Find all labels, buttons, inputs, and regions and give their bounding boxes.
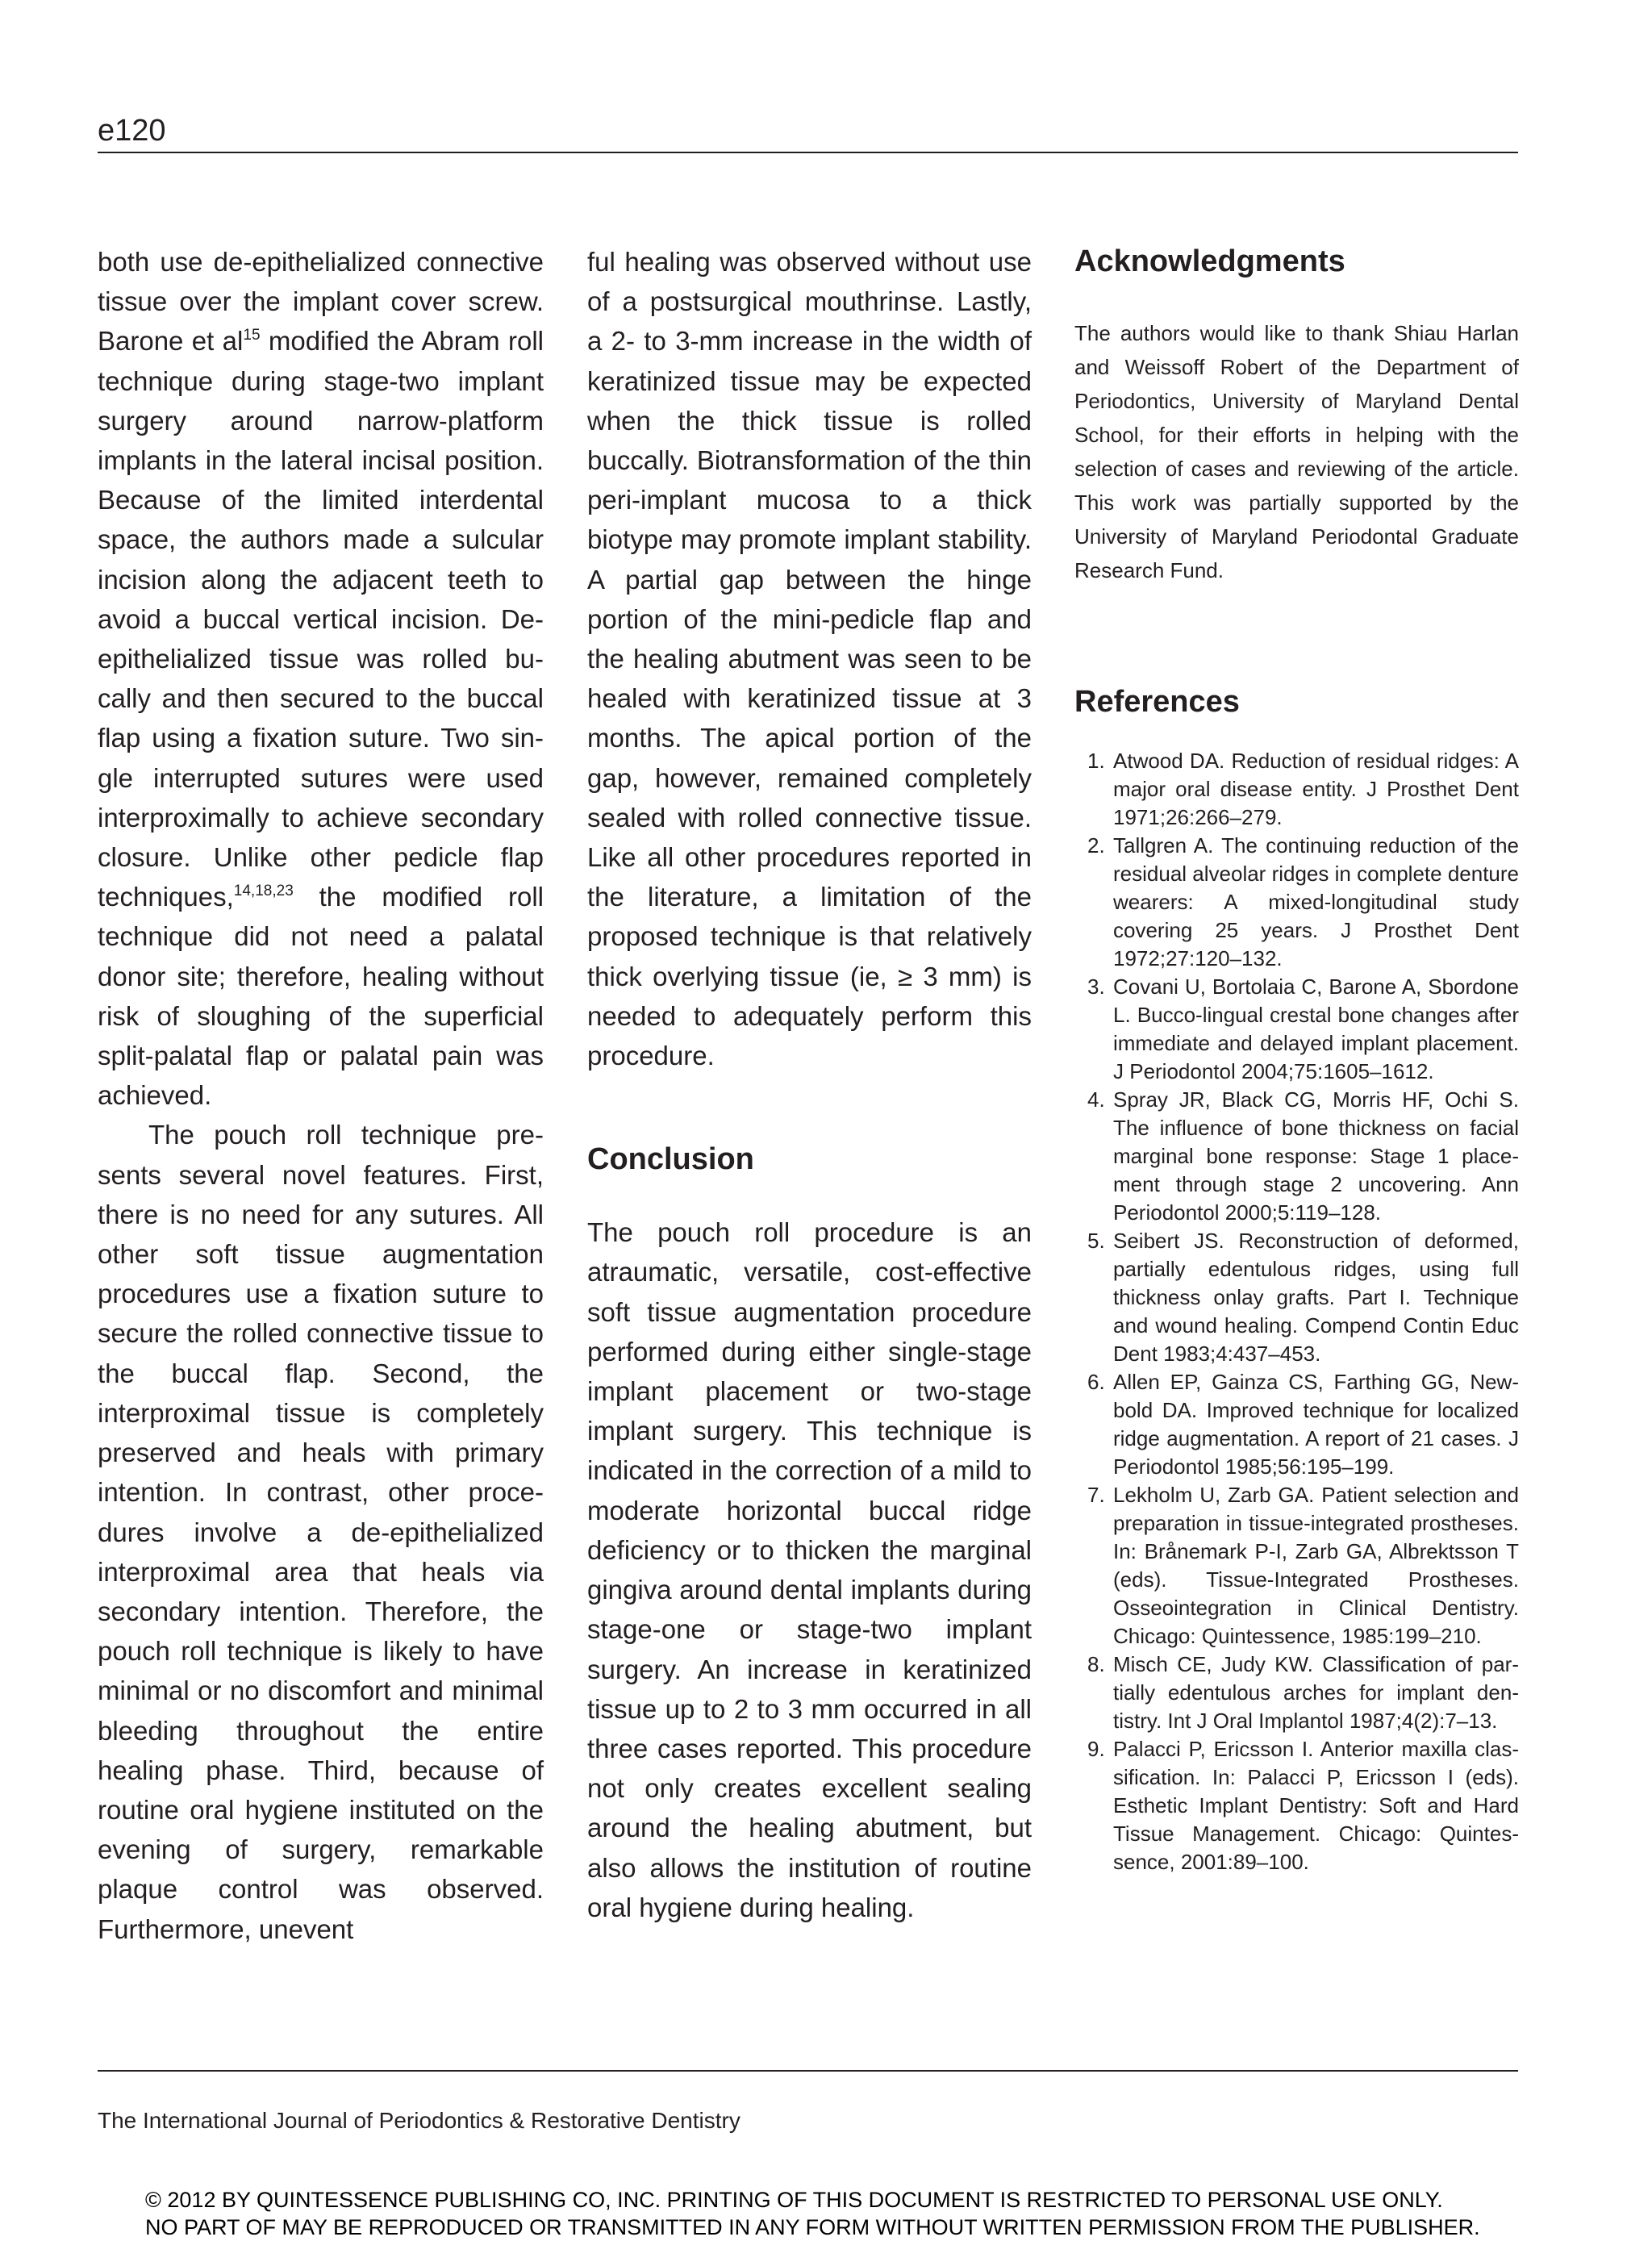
reference-number: 1.: [1087, 749, 1105, 773]
reference-item: [1074, 747, 1519, 832]
reference-item: [1074, 832, 1519, 973]
reference-text: Covani U, Bortolaia C, Barone A, Sbordone L. Bucco-lingual crestal bone changes after immediate and delayed implant placement. J Periodontol 2004;75:1605–1612.: [1113, 974, 1519, 1083]
reference-text: Spray JR, Black CG, Morris HF, Ochi S. The influence of bone thickness on facial marginal bone response: Stage 1 placement through stage 2 uncovering. Ann Periodontol 2000;5:119–128.: [1113, 1087, 1519, 1225]
text-run: both use de-epithelialized connective tissue over the implant cover screw. Barone et al: [98, 247, 544, 357]
reference-item: [1074, 973, 1519, 1086]
citation-superscript: 15: [243, 327, 261, 344]
references-list: [1074, 747, 1519, 1876]
reference-text: Tallgren A. The continuing reduction of the residual alveolar ridges in complete denture wearers: A mixed-longitudinal study covering 25 years. J Prosthet Dent 1972;27:120–132.: [1113, 833, 1519, 970]
text-run: the modified roll technique did not need a palatal donor site; therefore, healing without risk of sloughing of the superficial split-palatal flap or palatal pain was achieved.: [98, 882, 544, 1111]
reference-number: 6.: [1087, 1370, 1105, 1394]
copyright-line: © 2012 BY QUINTESSENCE PUBLISHING CO, INC. PRINTING OF THIS DOCUMENT IS RESTRICTED TO PERSONAL USE ONLY.: [145, 2188, 1443, 2212]
references-heading: References: [1074, 685, 1240, 719]
reference-item: [1074, 1735, 1519, 1876]
conclusion-paragraph: The pouch roll procedure is an atraumatic, versatile, cost-effective soft tissue augmentation procedure performed during either single-stage implant placement or two-stage implant surgery. This technique is indicated in the correction of a mild to moderate horizontal buccal ridge deficiency or to thicken the marginal gingiva around dental implants during stage-one or stage-two implant surgery. An increase in keratinized tissue up to 2 to 3 mm occurred in all three cases reported. This procedure not only creates excellent sealing around the healing abutment, but also allows the institution of routine oral hygiene during healing.: [587, 1217, 1032, 1922]
reference-text: Palacci P, Ericsson I. Anterior maxilla classification. In: Palacci P, Ericsson I (eds). Esthetic Implant Dentistry: Soft and Hard Tissue Management. Chicago: Quintessence, 2001:89–100.: [1113, 1737, 1519, 1874]
body-paragraph: [98, 242, 544, 1115]
reference-number: 9.: [1087, 1737, 1105, 1761]
conclusion-heading: Conclusion: [587, 1142, 754, 1177]
reference-text: Atwood DA. Reduction of residual ridges: A major oral disease entity. J Prosthet Dent 1971;26:266–279.: [1113, 749, 1519, 829]
header-rule: [98, 152, 1518, 153]
reference-number: 3.: [1087, 974, 1105, 999]
reference-text: Seibert JS. Reconstruction of deformed, partially edentulous ridges, using full thickness onlay grafts. Part I. Technique and wound healing. Compend Contin Educ Dent 1983;4:437–453.: [1113, 1229, 1519, 1366]
reference-item: [1074, 1368, 1519, 1481]
reference-number: 7.: [1087, 1483, 1105, 1507]
reference-item: [1074, 1086, 1519, 1227]
reference-item: [1074, 1227, 1519, 1368]
acknowledgments-heading: Acknowledgments: [1074, 244, 1345, 278]
reference-number: 4.: [1087, 1087, 1105, 1112]
text-run: modified the Abram roll technique during stage-two implant surgery around narrow-platform implants in the lateral incisal position. Because of the limited interdental space, the authors made a sulcular incision along the adjacent teeth to avoid a buccal vertical incision. De-epithelialized tissue was rolled bucally and then secured to the buccal flap using a fixation suture. Two single interrupted sutures were used interproximally to achieve secondary closure. Unlike other pedicle flap techniques,: [98, 326, 544, 912]
copyright-line: NO PART OF MAY BE REPRODUCED OR TRANSMITTED IN ANY FORM WITHOUT WRITTEN PERMISSION FROM THE PUBLISHER.: [145, 2215, 1480, 2239]
reference-text: Allen EP, Gainza CS, Farthing GG, Newbold DA. Improved technique for localized ridge augmentation. A report of 21 cases. J Periodontol 1985;56:195–199.: [1113, 1370, 1519, 1479]
citation-superscript: 14,18,23: [233, 883, 294, 900]
journal-title-footer: The International Journal of Periodontics & Restorative Dentistry: [98, 2108, 740, 2133]
reference-number: 2.: [1087, 833, 1105, 858]
column-2: [587, 242, 1032, 1927]
reference-item: [1074, 1650, 1519, 1735]
acknowledgments-text: The authors would like to thank Shiau Harlan and Weissoff Robert of the Department of Periodontics, University of Maryland Dental School, for their efforts in helping with the selection of cases and reviewing of the article. This work was partially supported by the University of Maryland Periodontal Graduate Research Fund.: [1074, 321, 1519, 582]
page-number: e120: [98, 114, 166, 148]
footer-rule: [98, 2070, 1518, 2072]
column-3: [1074, 242, 1519, 1876]
body-paragraph: ful healing was observed without use of a postsurgical mouthrinse. Lastly, a 2- to 3-mm increase in the width of keratinized tissue may be expected when the thick tissue is rolled buccally. Biotransformation of the thin peri-implant mucosa to a thick biotype may promote implant stability. A partial gap between the hinge portion of the mini-pedicle flap and the healing abutment was seen to be healed with keratinized tissue at 3 months. The apical portion of the gap, however, remained completely sealed with rolled connective tissue. Like all other procedures reported in the literature, a limitation of the proposed technique is that relatively thick overlying tissue (ie, ≥ 3 mm) is needed to adequately perform this procedure.: [587, 247, 1032, 1071]
body-paragraph: The pouch roll technique presents several novel features. First, there is no need for any sutures. All other soft tissue augmentation procedures use a fixation suture to secure the rolled connective tissue to the buccal flap. Second, the interproximal tissue is completely preserved and heals with primary intention. In contrast, other procedures involve a de-epithelialized interproximal area that heals via secondary intention. Therefore, the pouch roll technique is likely to have minimal or no discomfort and minimal bleeding throughout the entire healing phase. Third, because of routine oral hygiene instituted on the evening of surgery, remarkable plaque control was observed. Furthermore, unevent: [98, 1120, 544, 1944]
reference-text: Misch CE, Judy KW. Classification of partially edentulous arches for implant dentistry. Int J Oral Implantol 1987;4(2):7–13.: [1113, 1652, 1519, 1733]
reference-number: 5.: [1087, 1229, 1105, 1253]
reference-text: Lekholm U, Zarb GA. Patient selection and preparation in tissue-integrated prostheses. In: Brånemark P-I, Zarb GA, Albrektsson T (eds). Tissue-Integrated Prostheses. Osseointegration in Clinical Dentistry. Chicago: Quintessence, 1985:199–210.: [1113, 1483, 1519, 1648]
reference-item: [1074, 1481, 1519, 1650]
reference-number: 8.: [1087, 1652, 1105, 1676]
copyright-notice: [145, 2186, 1549, 2241]
column-1: [98, 242, 544, 1949]
